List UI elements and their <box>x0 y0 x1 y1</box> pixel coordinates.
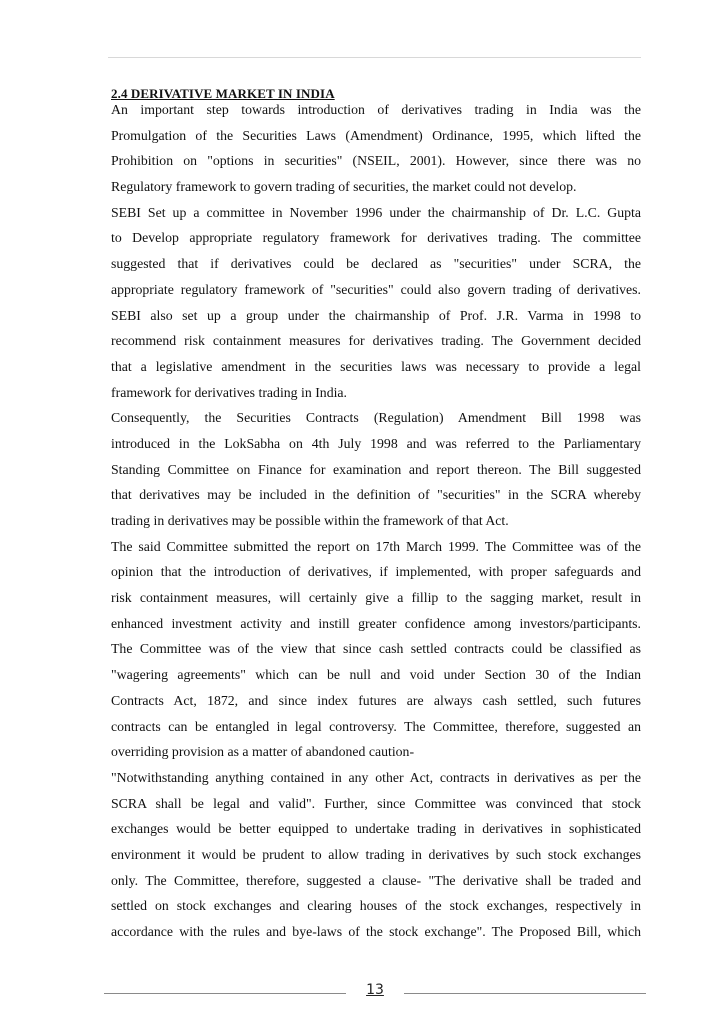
body-text <box>111 97 641 945</box>
text-line: only. The Committee, therefore, suggested a clause- "The derivative shall be traded and <box>111 872 641 888</box>
text-line: introduced in the LokSabha on 4th July 1998 and was referred to the Parliamentary <box>111 435 641 451</box>
text-line: that derivatives may be included in the definition of "securities" in the SCRA whereby <box>111 487 641 503</box>
text-line: framework for derivatives trading in India. <box>111 384 347 400</box>
text-line: accordance with the rules and bye-laws of the stock exchange". The Proposed Bill, which <box>111 924 641 939</box>
text-line: contracts can be entangled in legal controversy. The Committee, therefore, suggested an <box>111 718 641 734</box>
footer-divider-left <box>104 993 346 994</box>
text-line: Regulatory framework to govern trading of securities, the market could not develop. <box>111 179 577 195</box>
text-line: SCRA shall be legal and valid". Further, since Committee was convinced that stock <box>111 795 641 811</box>
text-line: that a legislative amendment in the securities laws was necessary to provide a legal <box>111 358 641 374</box>
text-line: An important step towards introduction of derivatives trading in India was the <box>111 102 641 117</box>
text-line: Contracts Act, 1872, and since index futures are always cash settled, such futures <box>111 692 641 708</box>
text-line: SEBI also set up a group under the chairmanship of Prof. J.R. Varma in 1998 to <box>111 307 641 323</box>
text-line: suggested that if derivatives could be declared as "securities" under SCRA, the <box>111 256 641 272</box>
text-line: enhanced investment activity and instill greater confidence among investors/participants. <box>111 615 641 631</box>
text-line: The Committee was of the view that since cash settled contracts could be classified as <box>111 641 641 657</box>
text-line: exchanges would be better equipped to undertake trading in derivatives in sophisticated <box>111 821 641 837</box>
text-line: SEBI Set up a committee in November 1996 under the chairmanship of Dr. L.C. Gupta <box>111 204 641 220</box>
text-line: trading in derivatives may be possible within the framework of that Act. <box>111 513 509 528</box>
text-line: The said Committee submitted the report on 17th March 1999. The Committee was of the <box>111 538 641 554</box>
page-number: 13 <box>366 982 384 998</box>
text-line: Consequently, the Securities Contracts (Regulation) Amendment Bill 1998 was <box>111 410 641 426</box>
text-line: environment it would be prudent to allow trading in derivatives by such stock exchanges <box>111 846 641 862</box>
header-divider <box>108 57 641 58</box>
text-line: risk containment measures, will certainly give a fillip to the sagging market, result in <box>111 590 641 606</box>
text-line: "Notwithstanding anything contained in any other Act, contracts in derivatives as per the <box>111 769 641 785</box>
text-line: "wagering agreements" which can be null and void under Section 30 of the Indian <box>111 667 641 683</box>
text-line: Prohibition on "options in securities" (NSEIL, 2001). However, since there was no <box>111 153 641 169</box>
footer-divider-right <box>404 993 646 994</box>
text-line: overriding provision as a matter of abandoned caution- <box>111 744 415 760</box>
text-line: opinion that the introduction of derivatives, if implemented, with proper safeguards and <box>111 564 641 580</box>
text-line: Promulgation of the Securities Laws (Amendment) Ordinance, 1995, which lifted the <box>111 127 641 143</box>
text-line: recommend risk containment measures for derivatives trading. The Government decided <box>111 333 641 349</box>
text-line: to Develop appropriate regulatory framework for derivatives trading. The committee <box>111 230 641 246</box>
section-heading: 2.4 DERIVATIVE MARKET IN INDIA <box>111 86 335 101</box>
text-line: settled on stock exchanges and clearing houses of the stock exchanges, respectively in <box>111 898 641 914</box>
text-line: Standing Committee on Finance for examination and report thereon. The Bill suggested <box>111 461 641 477</box>
text-line: appropriate regulatory framework of "securities" could also govern trading of derivatives. <box>111 281 641 297</box>
